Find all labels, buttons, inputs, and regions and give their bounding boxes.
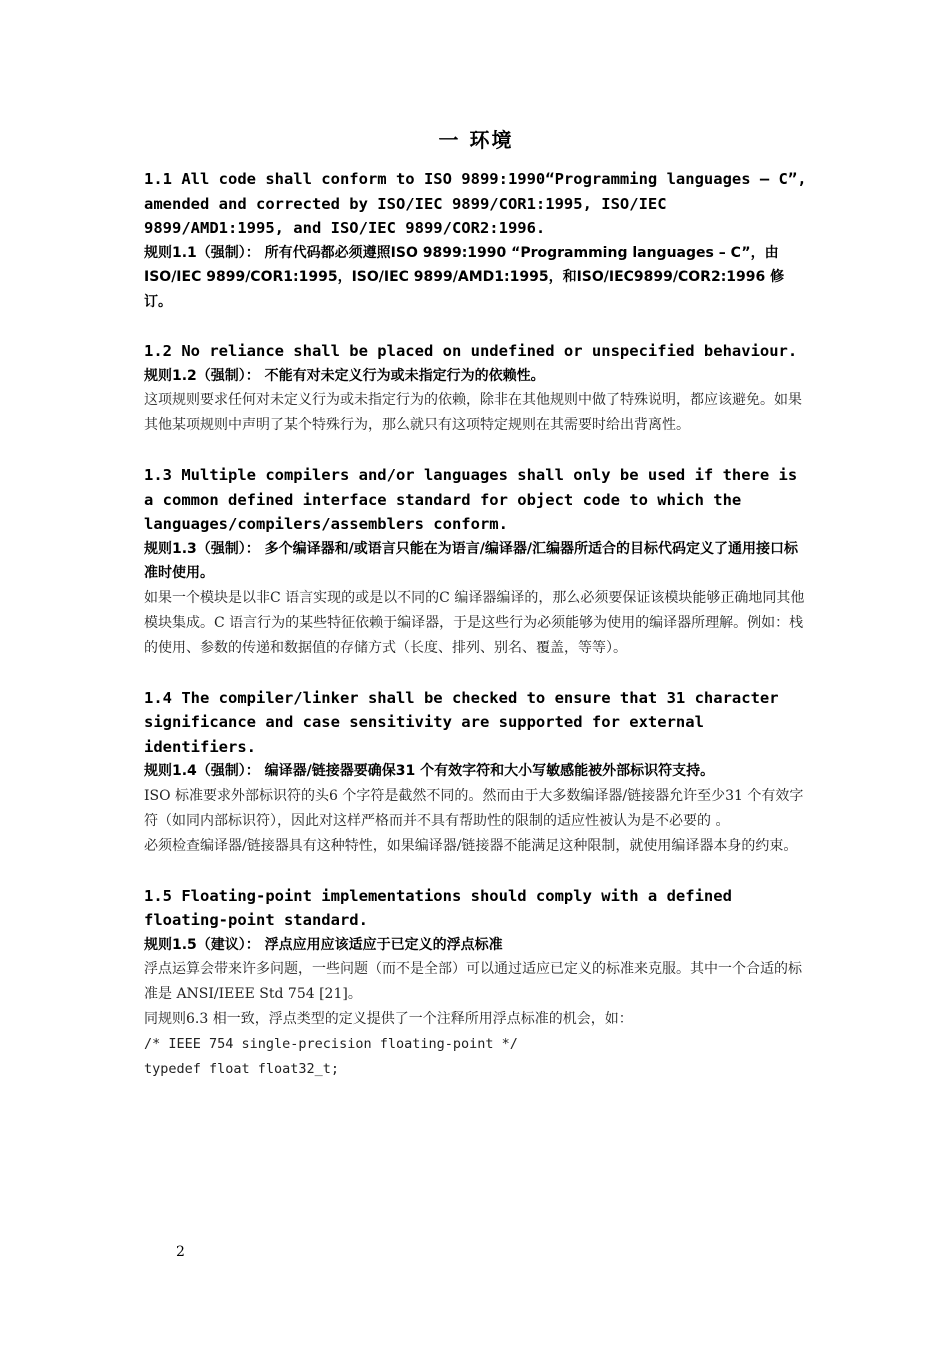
rule-statement: 规则1.4（强制）： 编译器/链接器要确保31 个有效字符和大小写敏感能被外部标识符支持。 xyxy=(144,763,715,779)
rule-explanation: 浮点运算会带来许多问题，一些问题（而不是全部）可以通过适应已定义的标准来克服。其中一个合适的标准是 ANSI/IEEE Std 754 [21]。 xyxy=(144,961,802,1002)
rule-explanation: 必须检查编译器/链接器具有这种特性，如果编译器/链接器不能满足这种限制，就使用编译器本身的约束。 xyxy=(144,837,798,854)
rule-explanation: ISO 标准要求外部标识符的头6 个字符是截然不同的。然而由于大多数编译器/链接器允许至少31 个有效字符（如同内部标识符），因此对这样严格而并不具有帮助性的限制的适应性被认为是不必要的 。 xyxy=(144,787,804,829)
page-number: 2 xyxy=(176,1244,185,1260)
rule-statement: 规则1.2（强制）： 不能有对未定义行为或未指定行为的依赖性。 xyxy=(144,367,545,384)
section-heading-en: 1.4 The compiler/linker shall be checked to ensure that 31 character significance and case sensitivity are supported for external identifiers. xyxy=(144,688,779,756)
spacer xyxy=(144,314,808,339)
section-heading-en: 1.5 Floating-point implementations should comply with a defined floating-point standard. xyxy=(144,886,732,929)
rule-explanation: 如果一个模块是以非C 语言实现的或是以不同的C 编译器编译的，那么必须要保证该模块能够正确地同其他模块集成。C 语言行为的某些特征依赖于编译器，于是这些行为必须能够为使用的编译器所理解。例如：栈的使用、参数的传递和数据值的存储方式（长度、排列、别名、覆盖，等等）。 xyxy=(144,589,805,656)
section-1-1 xyxy=(144,167,808,314)
code-line: /* IEEE 754 single-precision floating-point */ xyxy=(144,1036,518,1052)
spacer xyxy=(144,859,808,884)
section-heading-en: 1.2 No reliance shall be placed on undefined or unspecified behaviour. xyxy=(144,342,798,360)
section-1-3 xyxy=(144,463,808,661)
spacer xyxy=(144,438,808,463)
spacer xyxy=(144,661,808,686)
rule-statement: 规则1.5（建议）： 浮点应用应该适应于已定义的浮点标准 xyxy=(144,936,503,953)
rule-explanation: 同规则6.3 相一致，浮点类型的定义提供了一个注释所用浮点标准的机会，如： xyxy=(144,1011,633,1027)
section-heading-en: 1.3 Multiple compilers and/or languages shall only be used if there is a common defined interface standard for object code to which the languages/compilers/assemblers conform. xyxy=(144,466,798,533)
page-title: 一 环境 xyxy=(438,128,514,152)
page-content xyxy=(144,124,808,1082)
section-1-2 xyxy=(144,339,808,438)
section-1-4 xyxy=(144,686,808,859)
rule-statement: 规则1.3（强制）： 多个编译器和/或语言只能在为语言/编译器/汇编器所适合的目标代码定义了通用接口标准时使用。 xyxy=(144,540,799,581)
rule-statement: 规则1.1（强制）： 所有代码都必须遵照ISO 9899:1990 “Programming languages – C”，由ISO/IEC 9899/COR1:1995，ISO/IEC 9899/AMD1:1995，和ISO/IEC9899/COR2:1996 修订。 xyxy=(144,244,785,310)
code-line: typedef float float32_t; xyxy=(144,1061,340,1077)
section-1-5 xyxy=(144,884,808,1083)
rule-explanation: 这项规则要求任何对未定义行为或未指定行为的依赖，除非在其他规则中做了特殊说明，都应该避免。如果其他某项规则中声明了某个特殊行为，那么就只有这项特定规则在其需要时给出背离性。 xyxy=(144,392,802,433)
section-heading-en: 1.1 All code shall conform to ISO 9899:1990“Programming languages – C”, amended and corrected by ISO/IEC 9899/COR1:1995, ISO/IEC 9899/AMD1:1995, and ISO/IEC 9899/COR2:1996. xyxy=(144,170,807,237)
